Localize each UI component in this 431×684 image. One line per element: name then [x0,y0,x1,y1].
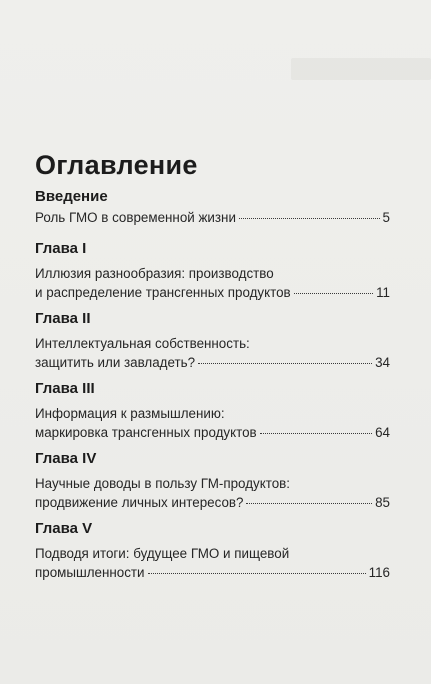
dot-leader [148,573,366,574]
entry-title-line-1: Иллюзия разнообразия: производство [35,266,274,281]
section-heading: Глава III [35,380,95,397]
bleed-through-shadow [291,58,431,80]
section-heading: Глава II [35,310,91,327]
page-number: 85 [375,495,390,510]
page-number: 11 [376,285,390,300]
page-title: Оглавление [35,150,198,180]
toc-entry[interactable] [35,353,390,372]
entry-title-line-2: и распределение трансгенных продуктов [35,285,291,300]
toc-section-chapter-4 [35,450,390,512]
entry-title-line-1: Интеллектуальная собственность: [35,336,250,351]
toc-entry[interactable] [35,283,390,302]
entry-title-line-1: Подводя итоги: будущее ГМО и пищевой [35,546,290,561]
dot-leader [260,433,372,434]
section-heading: Глава V [35,520,93,537]
toc-entry[interactable] [35,563,390,582]
section-heading: Глава IV [35,450,97,467]
toc-section-chapter-1 [35,240,390,302]
page-number: 64 [375,425,390,440]
toc-section-intro [35,188,390,227]
dot-leader [198,363,372,364]
entry-title-line-2: маркировка трансгенных продуктов [35,425,257,440]
entry-title-line-1: Научные доводы в пользу ГМ-продуктов: [35,476,290,491]
page-number: 116 [368,565,390,580]
entry-title-line-1: Информация к размышлению: [35,406,225,421]
entry-title-line-2: защитить или завладеть? [35,355,196,370]
dot-leader [239,218,380,219]
page-number: 5 [382,210,390,225]
section-heading: Глава I [35,240,87,257]
toc-section-chapter-3 [35,380,390,442]
dot-leader [246,503,372,504]
table-of-contents [35,148,390,590]
entry-title-line-2: продвижение личных интересов? [35,495,244,510]
toc-section-chapter-5 [35,520,390,582]
toc-entry[interactable] [35,208,390,227]
toc-section-chapter-2 [35,310,390,372]
toc-entry[interactable] [35,493,390,512]
dot-leader [294,293,373,294]
section-heading: Введение [35,188,108,205]
entry-title: Роль ГМО в современной жизни [35,210,236,225]
entry-title-line-2: промышленности [35,565,145,580]
toc-entry[interactable] [35,423,390,442]
page-number: 34 [375,355,390,370]
